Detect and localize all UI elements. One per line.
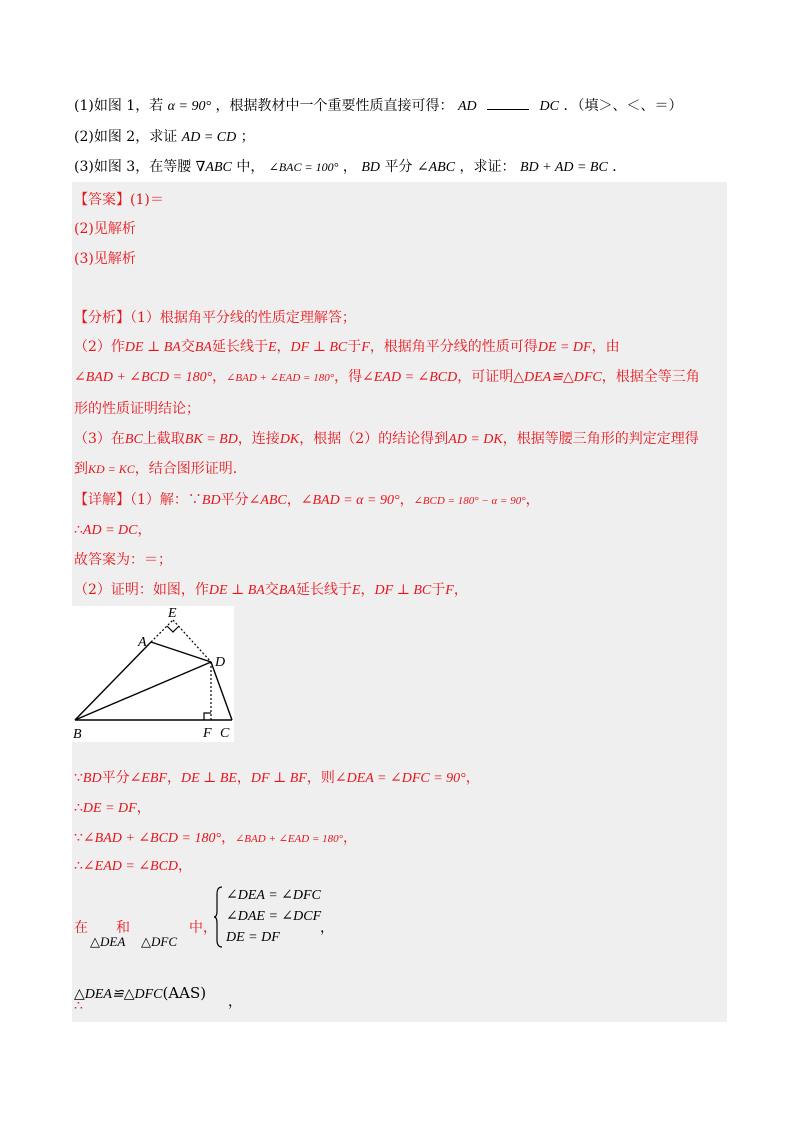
proof-line-3 — [74, 828, 357, 849]
answer-line-3 — [74, 249, 136, 269]
proof-line-1 — [74, 768, 480, 789]
math: BD — [201, 493, 221, 508]
text: ， — [453, 582, 468, 598]
math: DE ⊥ BE — [180, 771, 237, 786]
text: ，根据角平分线的性质可得 — [369, 339, 538, 355]
math: BD — [82, 771, 102, 786]
math: ∠EAD = ∠BCD — [362, 370, 458, 385]
question-2 — [74, 127, 255, 148]
proof-line-2 — [74, 798, 151, 819]
proof-line-5-he — [116, 918, 130, 938]
text: 故答案为：＝； — [74, 552, 172, 568]
label-E: E — [168, 606, 177, 621]
text: 于 — [347, 339, 362, 355]
text: ， — [236, 770, 251, 786]
text: 交 — [264, 582, 279, 598]
q3-prefix: (3)如图 3，在等腰 — [74, 159, 192, 175]
text: ， — [360, 582, 375, 598]
text: 延长线于 — [295, 582, 352, 598]
math: ∠BAD + ∠EAD = 180° — [235, 833, 344, 845]
math: DF ⊥ BF — [250, 771, 307, 786]
math: E — [351, 583, 361, 598]
text: ， — [399, 492, 414, 508]
q3-triangle: ∇ABC — [195, 160, 232, 175]
answer-2: (2)见解析 — [74, 221, 136, 237]
analysis-line-5 — [74, 429, 699, 450]
proof-line-6 — [74, 983, 206, 1005]
math: ∠DEA = ∠DFC = 90° — [334, 771, 466, 786]
math: ∠EAD = ∠BCD — [82, 859, 179, 874]
q1-middle: ，根据教材中一个重要性质直接可得： — [215, 98, 454, 114]
text: 平分 — [220, 492, 249, 508]
text: ，可证明 — [457, 369, 514, 385]
detail-line-4 — [74, 580, 468, 601]
detail-line-1 — [74, 490, 540, 511]
text: （2）证明：如图，作 — [74, 582, 209, 598]
math: ∠BAD + ∠EAD = 180° — [226, 372, 335, 384]
text: ， — [136, 800, 151, 816]
q2-suffix: ； — [240, 129, 255, 145]
q1-right: DC — [539, 99, 559, 114]
text: ， — [221, 830, 236, 846]
text: ， — [178, 858, 193, 874]
text: ，根据等腰三角形的判定定理得 — [502, 431, 699, 447]
text: （3）在 — [74, 431, 125, 447]
proof-line-6-comma: ， — [228, 994, 242, 1010]
math: AD = DC — [82, 523, 138, 538]
math: ∠BAD + ∠BCD = 180° — [82, 831, 222, 846]
system-eq-1: ∠DEA = ∠DFC — [226, 888, 321, 903]
text: 交 — [180, 339, 195, 355]
right-angle-F — [204, 713, 211, 720]
text: ，由 — [591, 339, 620, 355]
q3-mid2: ， — [342, 159, 357, 175]
text: ∵ — [74, 770, 83, 786]
text: ∴ — [74, 998, 83, 1014]
proof-line-6-therefore — [74, 996, 83, 1016]
math: DE ⊥ BA — [124, 340, 181, 355]
math: AD = DK — [448, 432, 503, 447]
detail-label: 【详解】 — [74, 492, 130, 508]
math: BA — [194, 340, 212, 355]
geometry-svg — [72, 606, 234, 742]
math: BA — [278, 583, 296, 598]
text: 上截取 — [142, 431, 185, 447]
math: E — [267, 340, 277, 355]
math: ∠BAD = α = 90° — [300, 493, 400, 508]
system-comma: ， — [320, 920, 334, 936]
text: ∴ — [74, 800, 83, 816]
text: ， — [276, 339, 291, 355]
detail-line-3 — [74, 550, 172, 570]
q3-angle: ∠BAC = 100° — [268, 160, 339, 174]
segment-BD — [75, 662, 211, 720]
text: （2）作 — [74, 339, 125, 355]
text: 平分 — [101, 770, 130, 786]
math: DF ⊥ BC — [290, 340, 348, 355]
text: ∵ — [74, 830, 83, 846]
text: ， — [212, 369, 227, 385]
math: F — [445, 583, 454, 598]
math: △DEA≌△DFC — [74, 987, 163, 1002]
q3-mid1: 中， — [236, 159, 265, 175]
label-D: D — [215, 655, 226, 670]
answer-label: 【答案】 — [74, 192, 130, 208]
text: 形的性质证明结论； — [74, 401, 200, 417]
text: 延长线于 — [211, 339, 268, 355]
text: 中， — [189, 920, 217, 936]
text: 在 — [74, 920, 88, 936]
text: ， — [166, 770, 181, 786]
label-A: A — [138, 635, 147, 650]
q3-expr: BD + AD = BC — [519, 160, 608, 175]
label-B: B — [73, 727, 82, 742]
math: ∠EBF — [129, 771, 167, 786]
math: ∠BAD + ∠BCD = 180° — [74, 370, 213, 385]
proof-line-5-zai — [74, 918, 88, 938]
text: ∴ — [74, 858, 83, 874]
segment-BA — [75, 642, 151, 720]
math: DE = DF — [537, 340, 592, 355]
label-C: C — [220, 726, 230, 741]
math: DE = DF — [82, 801, 137, 816]
q3-abc: ∠ABC — [416, 160, 456, 175]
text: ，得 — [334, 369, 363, 385]
system-eq-2: ∠DAE = ∠DCF — [226, 909, 322, 924]
q1-condition: α = 90° — [167, 99, 212, 114]
answer-line-1 — [74, 190, 164, 210]
segment-AE-dashed — [151, 620, 173, 642]
triangle-DEA-label: △DEA — [90, 934, 126, 949]
text: ， — [137, 522, 152, 538]
text: ，则 — [306, 770, 335, 786]
math: BC — [124, 432, 143, 447]
answer-blank — [487, 97, 529, 110]
analysis-label: 【分析】 — [74, 310, 130, 326]
text: ∴ — [74, 522, 83, 538]
analysis-line-2 — [74, 337, 620, 358]
text: 于 — [431, 582, 446, 598]
q1-left: AD — [457, 99, 477, 114]
math: F — [361, 340, 370, 355]
q2-prefix: (2)如图 2，求证 — [74, 129, 178, 145]
question-1 — [74, 96, 682, 117]
math: ∠BCD = 180° − α = 90° — [413, 495, 526, 507]
q3-suffix: ． — [612, 159, 627, 175]
q3-mid3: 平分 — [384, 159, 413, 175]
analysis-p1: （1）根据角平分线的性质定理解答； — [130, 310, 356, 326]
answer-3: (3)见解析 — [74, 251, 136, 267]
text: ，根据全等三角 — [601, 369, 700, 385]
segment-DC — [211, 662, 232, 720]
text: ， — [465, 770, 480, 786]
text: 到 — [74, 461, 88, 477]
answer-1: (1)＝ — [130, 192, 164, 208]
text: （1）解：∵ — [130, 492, 202, 508]
geometry-figure — [72, 606, 234, 742]
analysis-line-4 — [74, 399, 200, 419]
right-angle-E — [167, 626, 179, 632]
math: ∠ABC — [248, 493, 287, 508]
label-F: F — [203, 726, 212, 741]
q2-expr: AD = CD — [181, 130, 237, 145]
detail-line-2 — [74, 520, 151, 541]
analysis-line-3 — [74, 367, 700, 388]
proof-line-4 — [74, 856, 192, 877]
math: KD = KC — [88, 462, 135, 476]
text: ， — [286, 492, 301, 508]
question-3 — [74, 157, 626, 178]
q1-prefix: (1)如图 1，若 — [74, 98, 164, 114]
system-eq-3: DE = DF — [226, 930, 280, 945]
left-brace — [213, 886, 223, 948]
text: (AAS) — [162, 984, 207, 1002]
answer-line-2 — [74, 219, 136, 239]
q3-bd: BD — [361, 160, 380, 175]
text: ， — [525, 492, 540, 508]
text: ， — [343, 830, 358, 846]
math: △DEA≌△DFC — [513, 370, 602, 385]
q1-suffix: ．（填＞、＜、＝） — [563, 98, 683, 114]
analysis-line-6 — [74, 459, 247, 479]
text: ，根据（2）的结论得到 — [299, 431, 449, 447]
math: BK = BD — [184, 432, 238, 447]
text: 和 — [116, 920, 130, 936]
text: ，结合图形证明． — [134, 461, 247, 477]
math: DF ⊥ BC — [374, 583, 432, 598]
q3-mid4: ，求证： — [459, 159, 516, 175]
text: ，连接 — [237, 431, 280, 447]
analysis-line-1 — [74, 308, 356, 328]
triangle-DFC-label: △DFC — [141, 934, 177, 949]
segment-AD — [151, 642, 211, 662]
math: DE ⊥ BA — [208, 583, 265, 598]
math: DK — [279, 432, 300, 447]
